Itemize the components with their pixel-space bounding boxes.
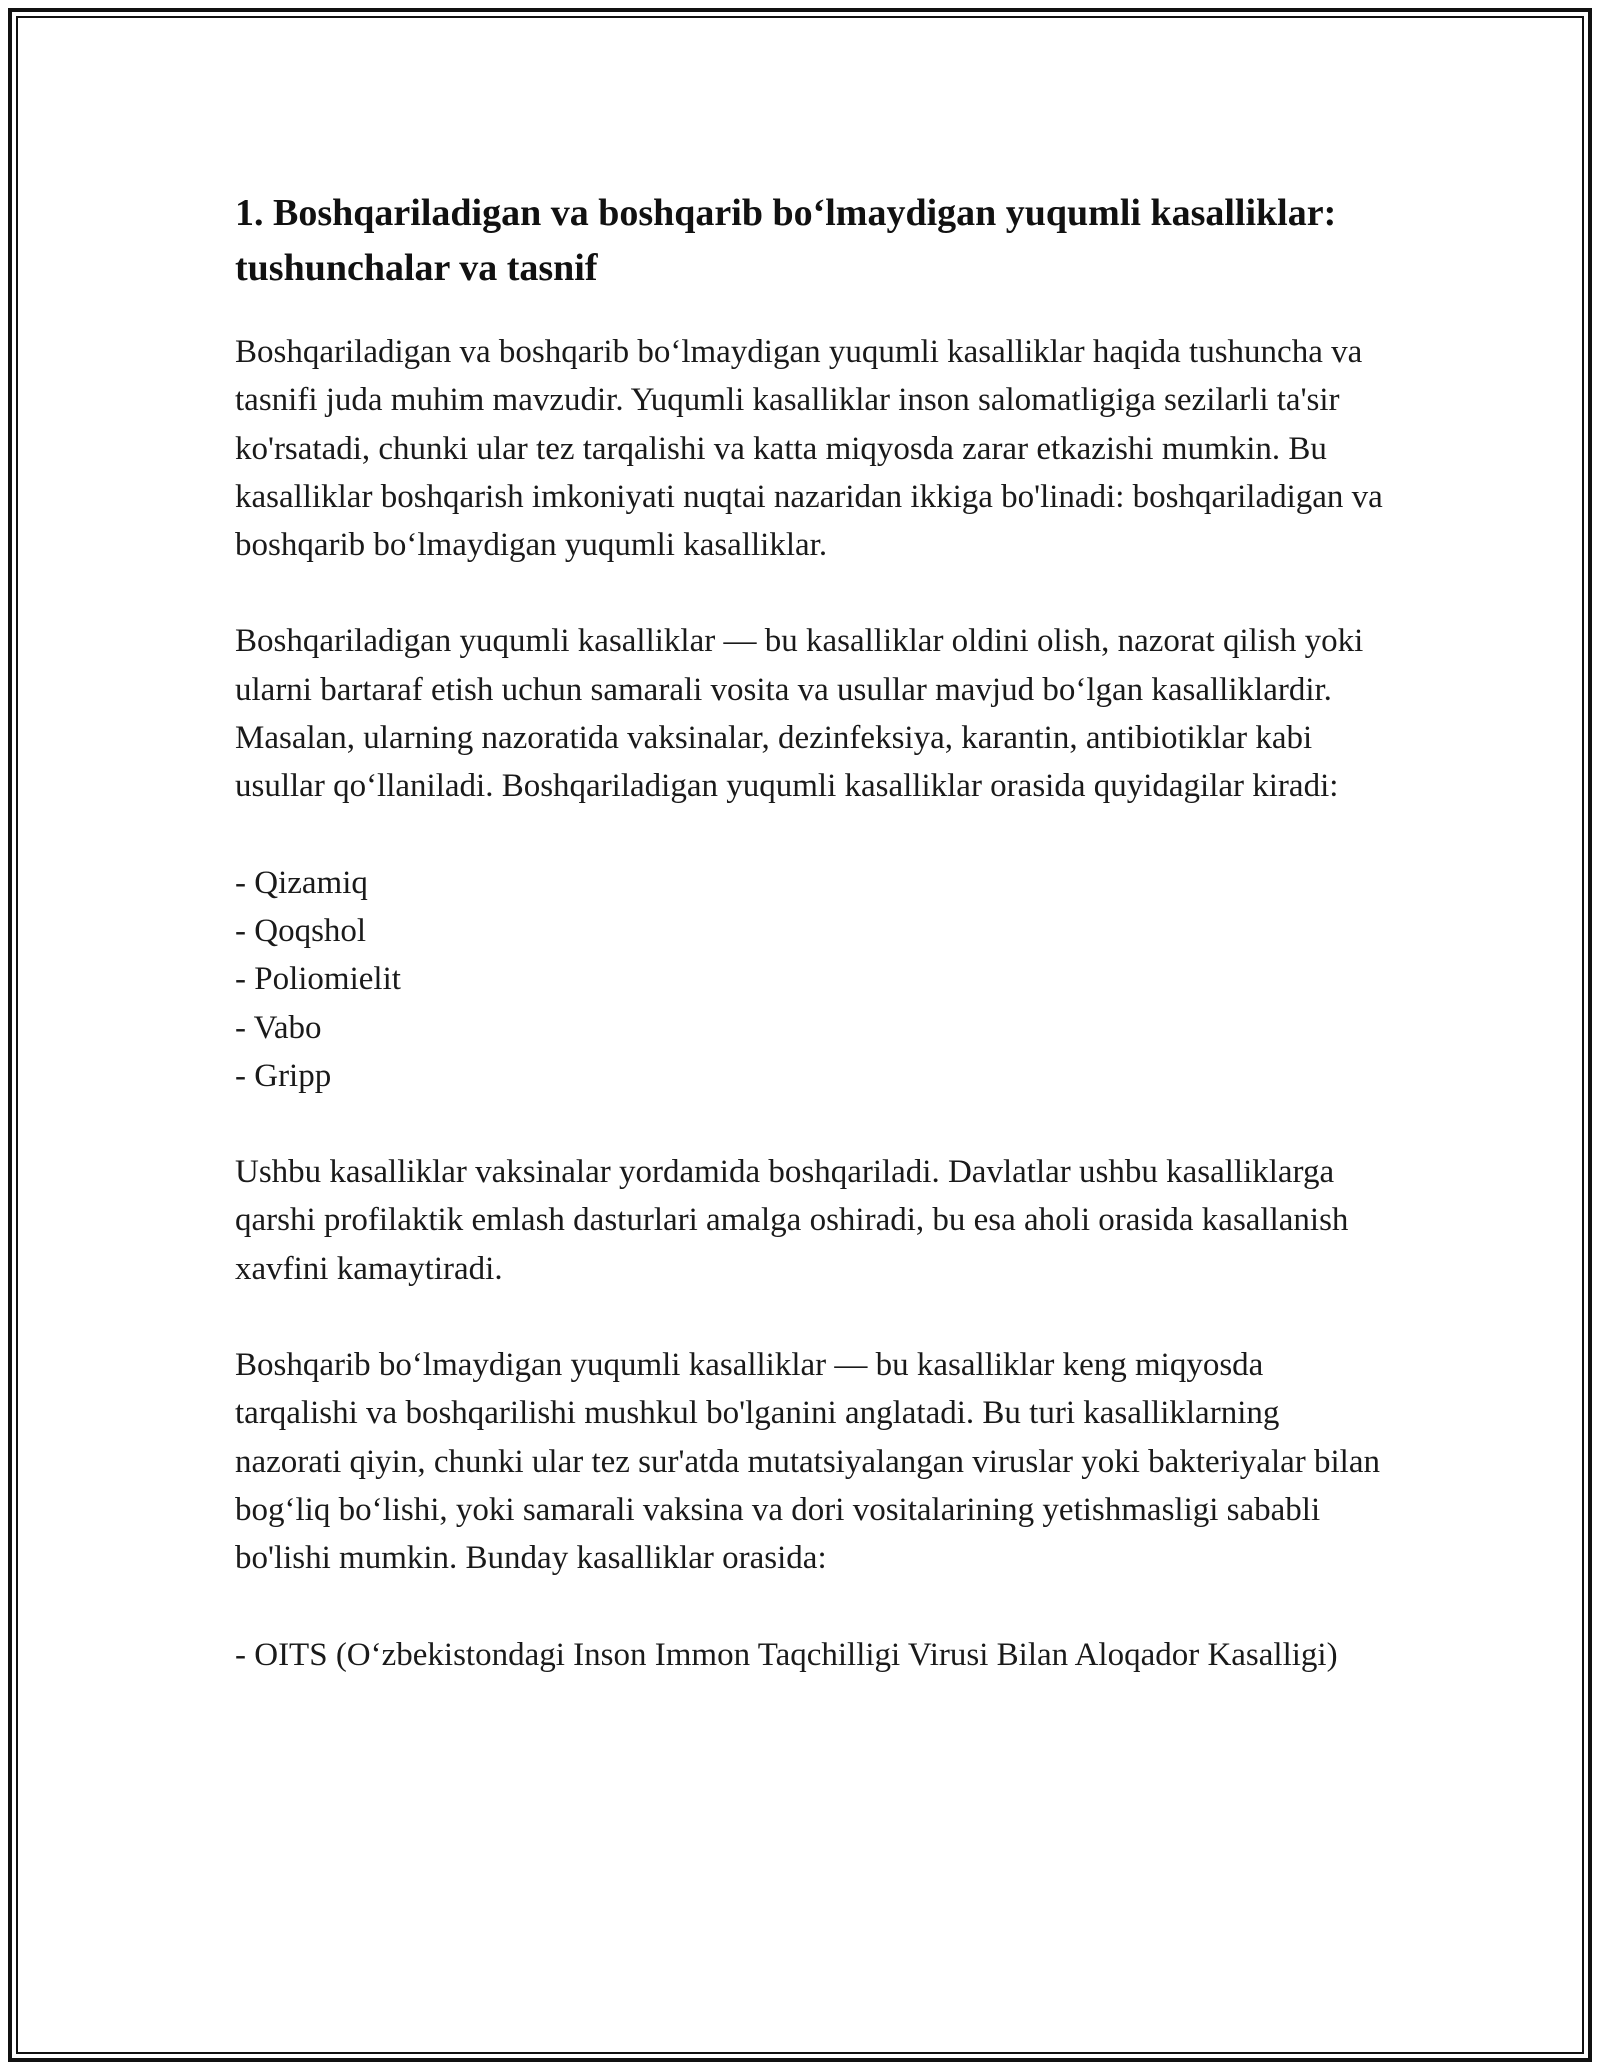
list-item: - Qizamiq	[235, 864, 368, 901]
vaccines-paragraph: Ushbu kasalliklar vaksinalar yordamida boshqariladi. Davlatlar ushbu kasalliklarga qarshi profilaktik emlash dasturlari amalga oshiradi, bu esa aholi orasida kasallanish xavfini kamaytiradi.	[235, 1154, 1349, 1287]
paragraph-gap	[235, 1293, 1385, 1341]
controlled-diseases-list	[235, 859, 1385, 1100]
list-item: - Gripp	[235, 1057, 332, 1094]
paragraph-gap	[235, 1100, 1385, 1148]
list-item: - Poliomielit	[235, 961, 401, 998]
list-item: - OITS (O‘zbekistondagi Inson Immon Taqchilligi Virusi Bilan Aloqador Kasalligi)	[235, 1636, 1338, 1673]
intro-paragraph: Boshqariladigan va boshqarib bo‘lmaydigan yuqumli kasalliklar haqida tushuncha va tasnifi juda muhim mavzudir. Yuqumli kasalliklar inson salomatligiga sezilarli ta'sir ko'rsatadi, chunki ular tez tarqalishi va katta miqyosda zarar etkazishi mumkin. Bu kasalliklar boshqarish imkoniyati nuqtai nazaridan ikkiga bo'linadi: boshqariladigan va boshqarib bo‘lmaydigan yuqumli kasalliklar.	[235, 334, 1383, 564]
list-item: - Vabo	[235, 1009, 322, 1046]
uncontrolled-diseases-list	[235, 1631, 1385, 1679]
paragraph-gap	[235, 1583, 1385, 1631]
list-item: - Qoqshol	[235, 912, 367, 949]
uncontrolled-diseases-paragraph: Boshqarib bo‘lmaydigan yuqumli kasalliklar — bu kasalliklar keng miqyosda tarqalishi va boshqarilishi mushkul bo'lganini anglatadi. Bu turi kasalliklarning nazorati qiyin, chunki ular tez sur'atda mutatsiyalangan viruslar yoki bakteriyalar bilan bog‘liq bo‘lishi, yoki samarali vaksina va dori vositalarining yetishmasligi sababli bo'lishi mumkin. Bunday kasalliklar orasida:	[235, 1347, 1380, 1577]
section-heading: 1. Boshqariladigan va boshqarib bo‘lmaydigan yuqumli kasalliklar: tushunchalar va tasnif	[235, 192, 1337, 289]
document-body	[235, 186, 1385, 1679]
controlled-diseases-paragraph: Boshqariladigan yuqumli kasalliklar — bu kasalliklar oldini olish, nazorat qilish yoki ularni bartaraf etish uchun samarali vosita va usullar mavjud bo‘lgan kasalliklardir. Masalan, ularning nazoratida vaksinalar, dezinfeksiya, karantin, antibiotiklar kabi usullar qo‘llaniladi. Boshqariladigan yuqumli kasalliklar orasida quyidagilar kiradi:	[235, 623, 1364, 805]
paragraph-gap	[235, 569, 1385, 617]
paragraph-gap	[235, 811, 1385, 859]
